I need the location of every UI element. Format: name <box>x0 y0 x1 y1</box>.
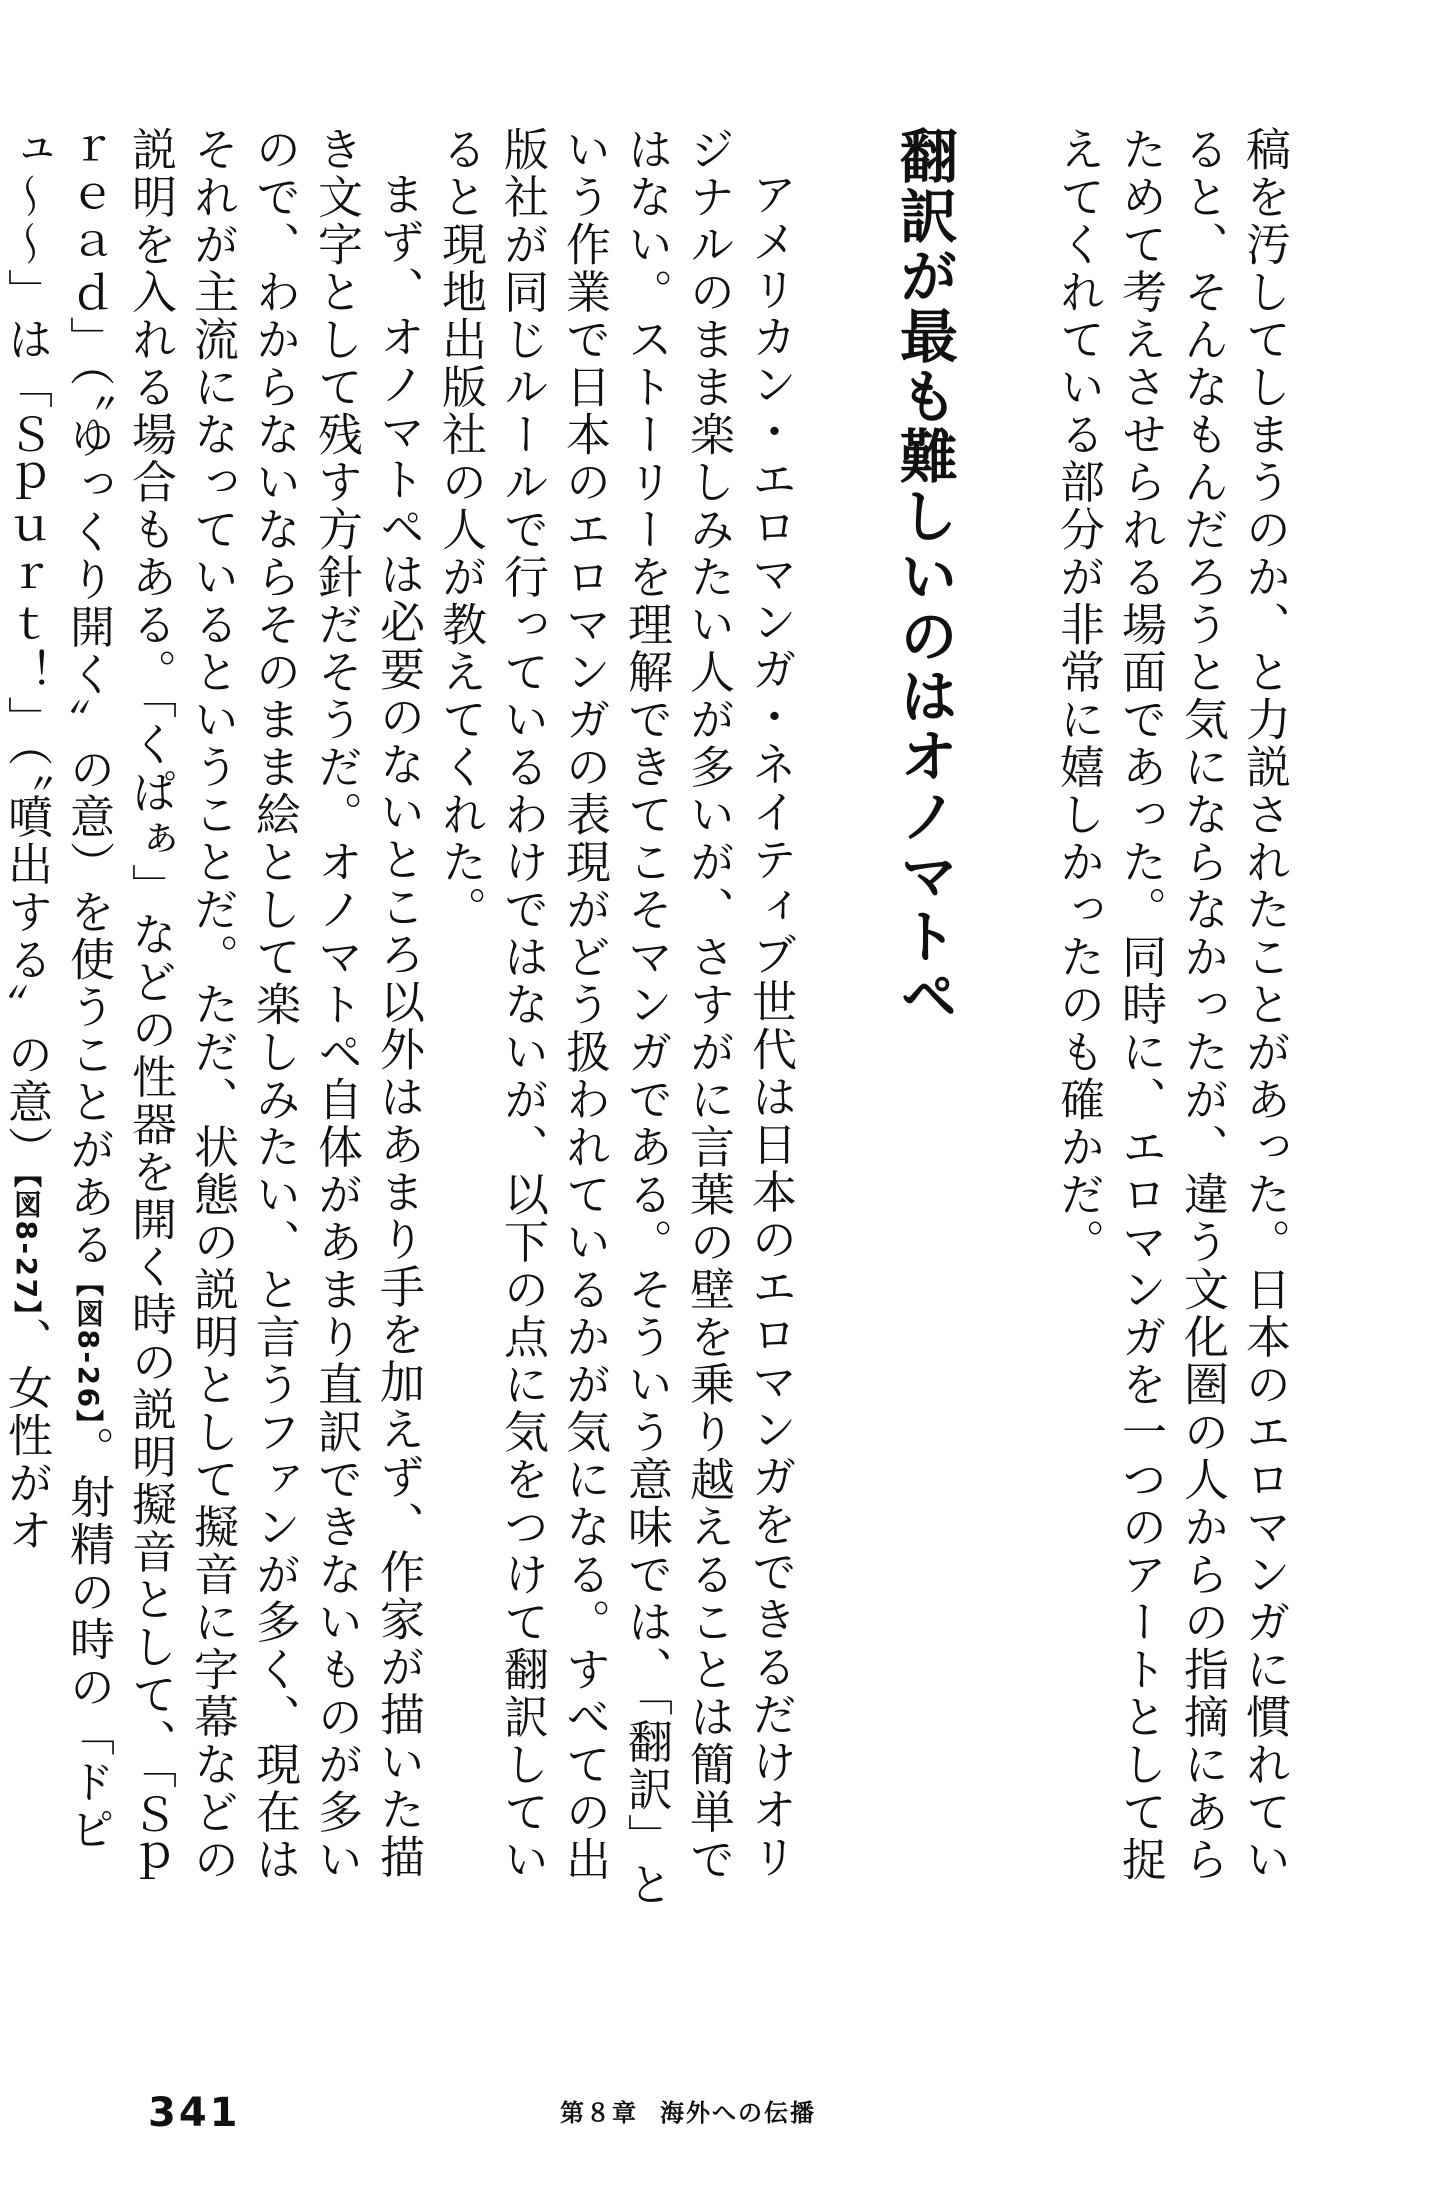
running-footer <box>560 2101 816 2125</box>
paragraph-1-text: アメリカン・エロマンガ・ネイティブ世代は日本のエロマンガをできるだけオリジナルのまま楽しみたい人が多いが、さすがに言葉の壁を乗り越えることは簡単ではない。ストーリーを理解できてこそマンガである。そういう意味では、「翻訳」という作業で日本のエロマンガの表現がどう扱われているかが気になる。すべての出版社が同じルールで行っているわけではないが、以下の点に気をつけて翻訳していると現地出版社の人が教えてくれた。 <box>434 126 797 1909</box>
page-number: 341 <box>148 2090 241 2136</box>
figure-reference-8-26: 【図8-26】 <box>72 1268 105 1427</box>
figure-reference-8-27: 【図8-27】 <box>10 1173 43 1318</box>
vertical-text-body <box>0 126 1295 1916</box>
chapter-label: 第８章 <box>560 2099 638 2127</box>
continuation-paragraph <box>1047 126 1295 1916</box>
paragraph-2-text-a: まず、オノマトペは必要のないところ以外はあまり手を加えず、作家が描いた描き文字として残す方針だそうだ。オノマトペ自体があまり直訳できないものが多いので、わからないならそのまま絵として楽しみたい、と言うファンが多く、現在はそれが主流になっているということだ。ただ、状態の説明として擬音に字幕などの説明を入れる場合もある。「くぱぁ」などの性器を開く時の説明擬音として、「Ｓｐｒｅａｄ」（〝ゆっくり開く〟の意）を使うことがある <box>62 126 425 1886</box>
paragraph-2 <box>0 126 429 1916</box>
section-heading: 翻訳が最も難しいのはオノマトペ <box>890 126 958 1026</box>
paragraph-1 <box>429 126 801 1916</box>
paragraph-2-text-c: 、女性がオ <box>0 1317 53 1555</box>
paragraph-2-text-b: 。射精の時の「ドピュ〜〜」は「Ｓｐｕｒｔ！」（〝噴出する〟の意） <box>0 126 115 1854</box>
continuation-text: 稿を汚してしまうのか、と力説されたことがあった。日本のエロマンガに慣れていると、そんなもんだろうと気にならなかったが、違う文化圏の人からの指摘にあらためて考えさせられる場面であった。同時に、エロマンガを一つのアートとして捉えてくれている部分が非常に嬉しかったのも確かだ。 <box>1052 126 1291 1884</box>
chapter-title: 海外への伝播 <box>660 2099 816 2127</box>
